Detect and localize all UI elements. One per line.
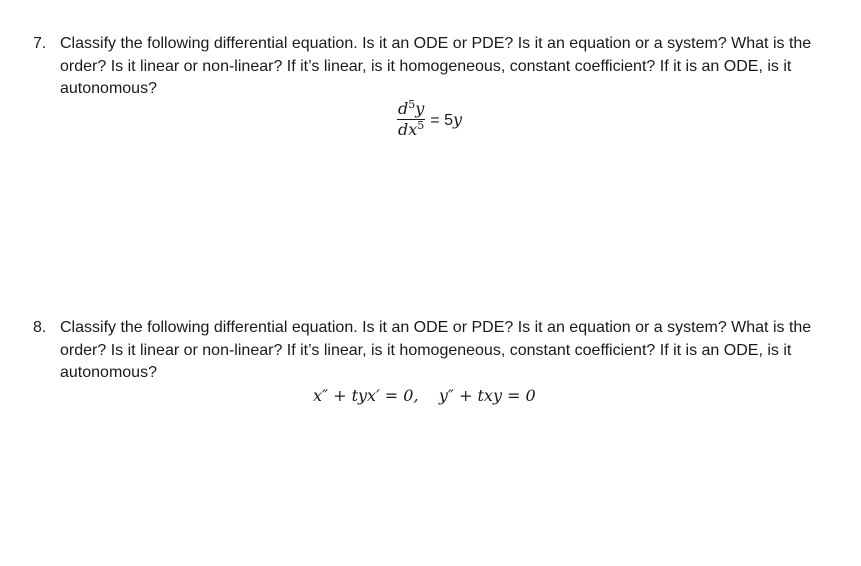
- question-number: 8.: [33, 319, 47, 336]
- equation-rhs: = 5y: [430, 109, 463, 129]
- question-8-row: [33, 317, 823, 385]
- question-7: [33, 33, 823, 101]
- equation-7: [397, 100, 462, 139]
- equation-8: x″ + tyx′ = 0, y″ + txy = 0: [313, 386, 536, 405]
- question-text: Classify the following differential equation. Is it an ODE or PDE? Is it an equation or a system? What is the order? Is it linear or non-linear? If it’s linear, is it homogeneous, constant coefficient? If it is an ODE, is it autonomous?: [60, 319, 812, 381]
- fraction-numerator: $d^5y$: [398, 98, 425, 118]
- question-7-row: [33, 33, 823, 101]
- derivative-fraction: [397, 100, 425, 139]
- question-text: Classify the following differential equation. Is it an ODE or PDE? Is it an equation or a system? What is the order? Is it linear or non-linear? If it’s linear, is it homogeneous, constant coefficient? If it is an ODE, is it autonomous?: [60, 35, 812, 97]
- question-number: 7.: [33, 35, 47, 52]
- fraction-denominator: $dx^5$: [398, 119, 425, 139]
- question-8: [33, 317, 823, 385]
